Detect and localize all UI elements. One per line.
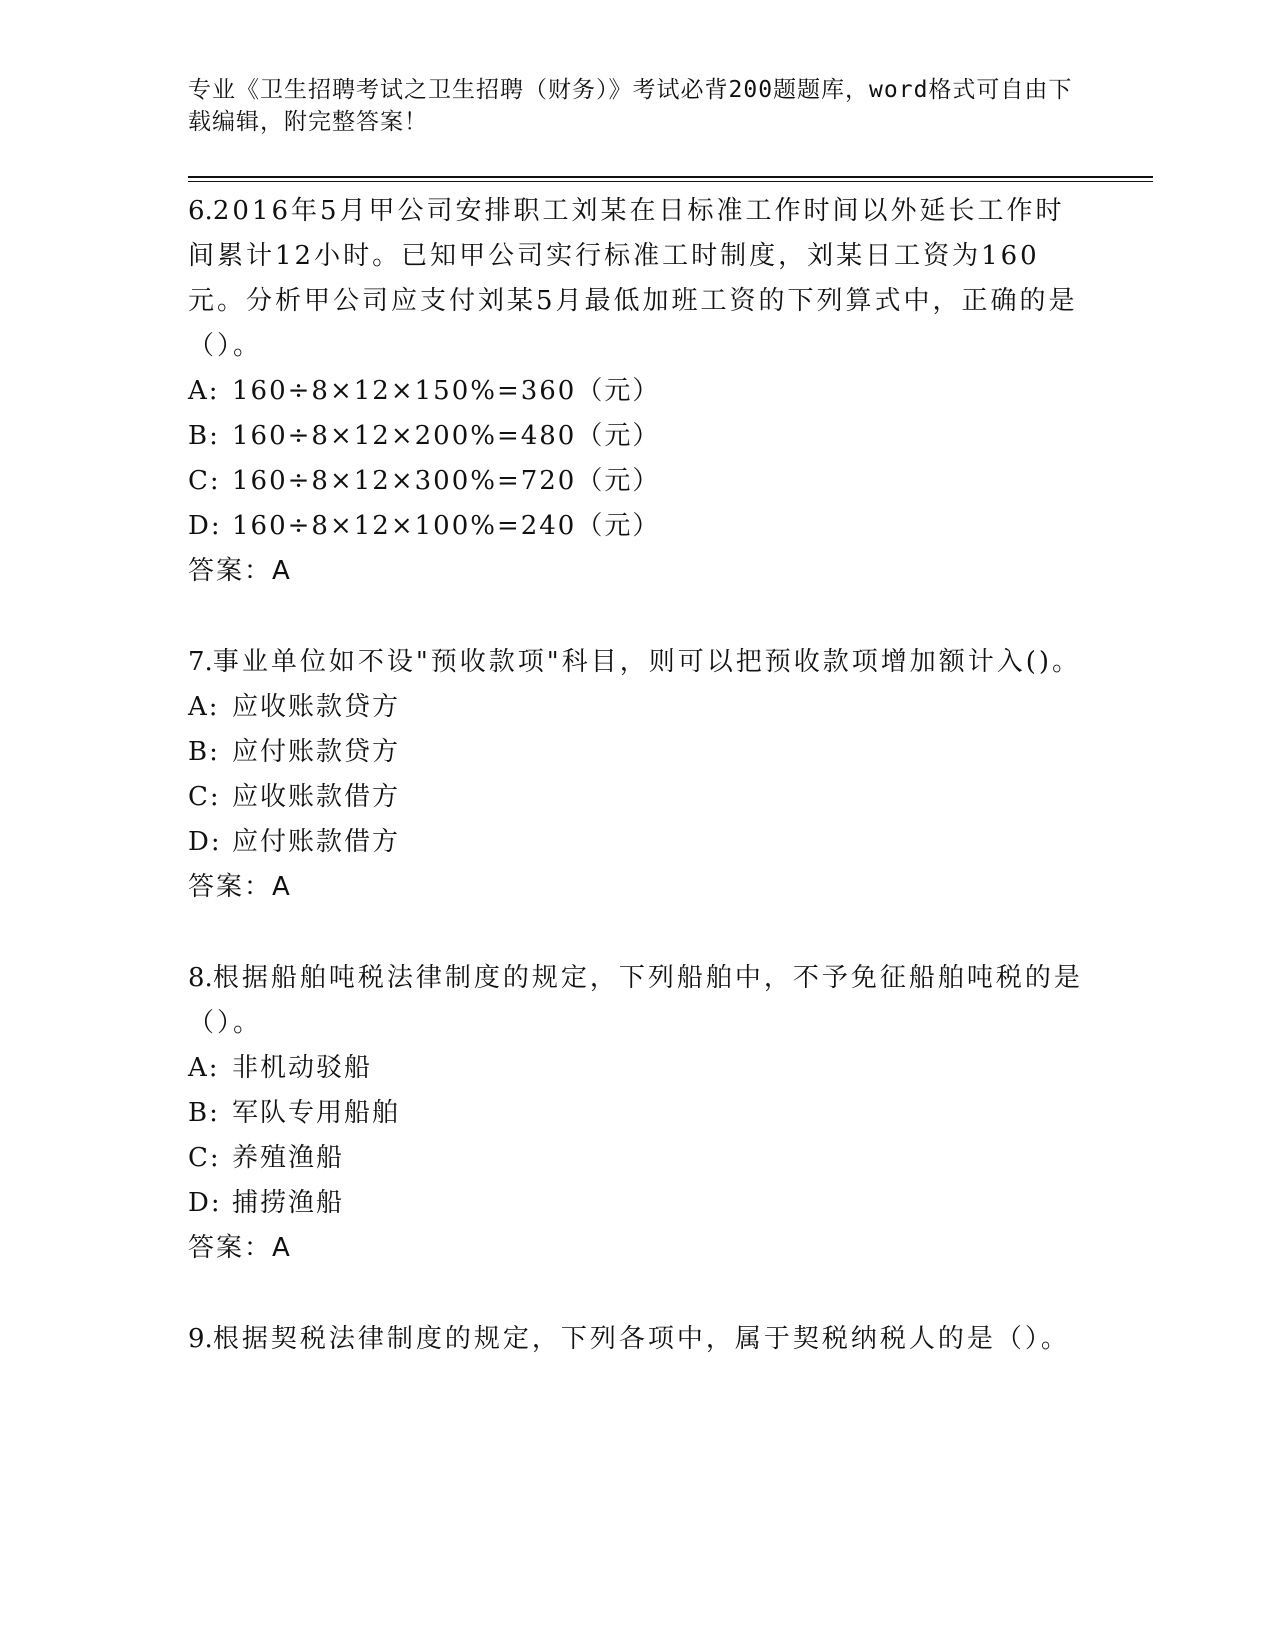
answer-line: 答案：A [188, 1233, 292, 1263]
option-a [188, 685, 1088, 730]
question-stem: 事业单位如不设"预收款项"科目，则可以把预收款项增加额计入()。 [212, 647, 1082, 677]
option-c [188, 459, 1088, 504]
option-text: 应收账款贷方 [232, 692, 401, 722]
question-stem: 根据契税法律制度的规定，下列各项中，属于契税纳税人的是（）。 [212, 1324, 1070, 1354]
option-letter: C: [188, 782, 221, 812]
header-divider-thin [188, 181, 1153, 182]
option-text: 160÷8×12×100%=240（元） [232, 511, 661, 541]
answer-line: 答案：A [188, 556, 292, 586]
question-text [188, 640, 1088, 685]
option-d [188, 504, 1088, 549]
header-divider-thick [188, 176, 1153, 178]
option-c [188, 1136, 1088, 1181]
question-8 [188, 956, 1088, 1271]
option-d [188, 1181, 1088, 1226]
option-letter: B: [188, 1098, 220, 1128]
option-text: 160÷8×12×300%=720（元） [232, 466, 661, 496]
option-d [188, 820, 1088, 865]
question-6 [188, 189, 1088, 594]
question-stem: 根据船舶吨税法律制度的规定，下列船舶中，不予免征船舶吨税的是（）。 [188, 963, 1083, 1038]
option-a [188, 1046, 1088, 1091]
option-text: 非机动驳船 [232, 1053, 373, 1083]
option-letter: B: [188, 737, 220, 767]
option-letter: A: [188, 376, 220, 406]
option-letter: D: [188, 511, 222, 541]
question-number: 7. [188, 647, 213, 677]
option-letter: B: [188, 421, 220, 451]
answer-line: 答案：A [188, 872, 292, 902]
option-a [188, 369, 1088, 414]
option-text: 军队专用船舶 [232, 1098, 401, 1128]
option-letter: A: [188, 692, 220, 722]
question-number: 9. [188, 1324, 213, 1354]
option-text: 应收账款借方 [232, 782, 401, 812]
option-letter: D: [188, 827, 222, 857]
option-letter: C: [188, 466, 221, 496]
question-list [188, 189, 1088, 1362]
option-text: 捕捞渔船 [232, 1188, 345, 1218]
question-text [188, 956, 1088, 1046]
document-header: 专业《卫生招聘考试之卫生招聘（财务）》考试必背200题题库，word格式可自由下载编辑，附完整答案！ [188, 77, 1073, 135]
option-text: 应付账款借方 [232, 827, 401, 857]
question-text [188, 189, 1088, 369]
option-letter: D: [188, 1188, 222, 1218]
question-text [188, 1317, 1088, 1362]
option-letter: C: [188, 1143, 221, 1173]
option-b [188, 1091, 1088, 1136]
question-number: 6. [188, 196, 213, 226]
option-text: 应付账款贷方 [232, 737, 401, 767]
option-text: 160÷8×12×150%=360（元） [232, 376, 661, 406]
option-text: 160÷8×12×200%=480（元） [232, 421, 661, 451]
question-9 [188, 1317, 1088, 1362]
option-letter: A: [188, 1053, 220, 1083]
option-c [188, 775, 1088, 820]
question-stem: 2016年5月甲公司安排职工刘某在日标准工作时间以外延长工作时间累计12小时。已知甲公司实行标准工时制度，刘某日工资为160元。分析甲公司应支付刘某5月最低加班工资的下列算式中，正确的是（）。 [188, 196, 1078, 361]
option-text: 养殖渔船 [232, 1143, 345, 1173]
question-7 [188, 640, 1088, 910]
question-number: 8. [188, 963, 213, 993]
option-b [188, 730, 1088, 775]
option-b [188, 414, 1088, 459]
